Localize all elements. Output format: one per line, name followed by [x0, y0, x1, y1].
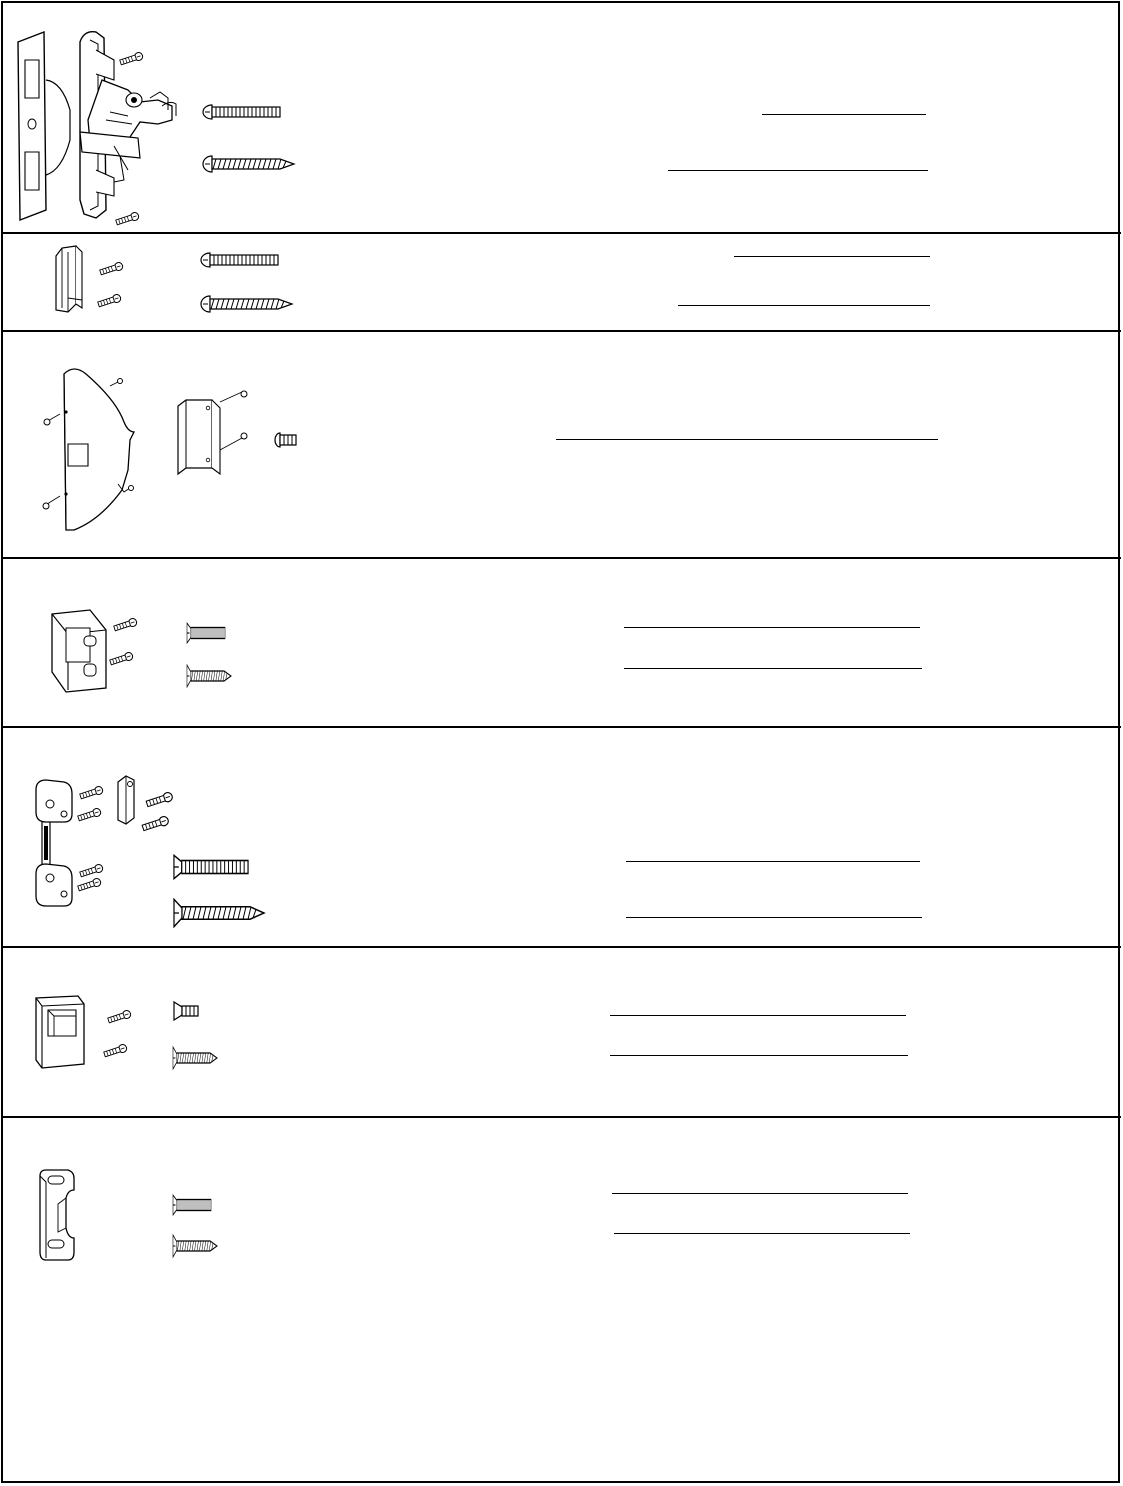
- short-machine-screw-icon: [274, 431, 298, 449]
- exit-device-latch-drawing: [10, 20, 190, 230]
- flat-head-machine-screw-icon: [172, 854, 250, 880]
- wood-screw-icon: [200, 292, 294, 316]
- flat-head-machine-screw-icon: [186, 622, 226, 644]
- flat-head-machine-screw-icon: [172, 1194, 212, 1216]
- fill-in-line: [614, 1233, 910, 1234]
- section-divider: [1, 557, 1121, 559]
- fill-in-line: [678, 305, 930, 306]
- flat-head-wood-screw-icon: [172, 1234, 218, 1258]
- small-strike-drawing: [34, 1168, 84, 1264]
- fill-in-line: [556, 439, 938, 440]
- flat-head-machine-screw-icon: [172, 1000, 200, 1022]
- latch-bracket-drawing: [48, 238, 138, 318]
- fill-in-line: [610, 1015, 906, 1016]
- section-divider: [1, 330, 1121, 332]
- flat-head-wood-screw-icon: [186, 664, 232, 688]
- fill-in-line: [734, 256, 930, 257]
- fill-in-line: [610, 1055, 908, 1056]
- fill-in-line: [624, 668, 922, 669]
- machine-screw-icon: [202, 101, 282, 123]
- cover-bracket-drawing: [172, 388, 262, 478]
- fill-in-line: [762, 114, 926, 115]
- section-divider: [1, 1116, 1121, 1118]
- latch-cover-drawing: [38, 360, 158, 538]
- box-strike-drawing: [30, 990, 140, 1074]
- section-divider: [1, 232, 1121, 234]
- machine-screw-icon: [200, 249, 280, 271]
- double-strike-drawing: [30, 770, 190, 920]
- flat-head-wood-screw-icon: [172, 898, 266, 928]
- section-divider: [1, 946, 1121, 948]
- strike-plate-drawing: [46, 600, 146, 696]
- fill-in-line: [612, 1193, 908, 1194]
- flat-head-wood-screw-icon: [172, 1046, 218, 1070]
- fill-in-line: [668, 170, 928, 171]
- fill-in-line: [624, 627, 920, 628]
- fill-in-line: [626, 917, 922, 918]
- wood-screw-icon: [202, 152, 296, 176]
- section-divider: [1, 726, 1121, 728]
- fill-in-line: [626, 861, 920, 862]
